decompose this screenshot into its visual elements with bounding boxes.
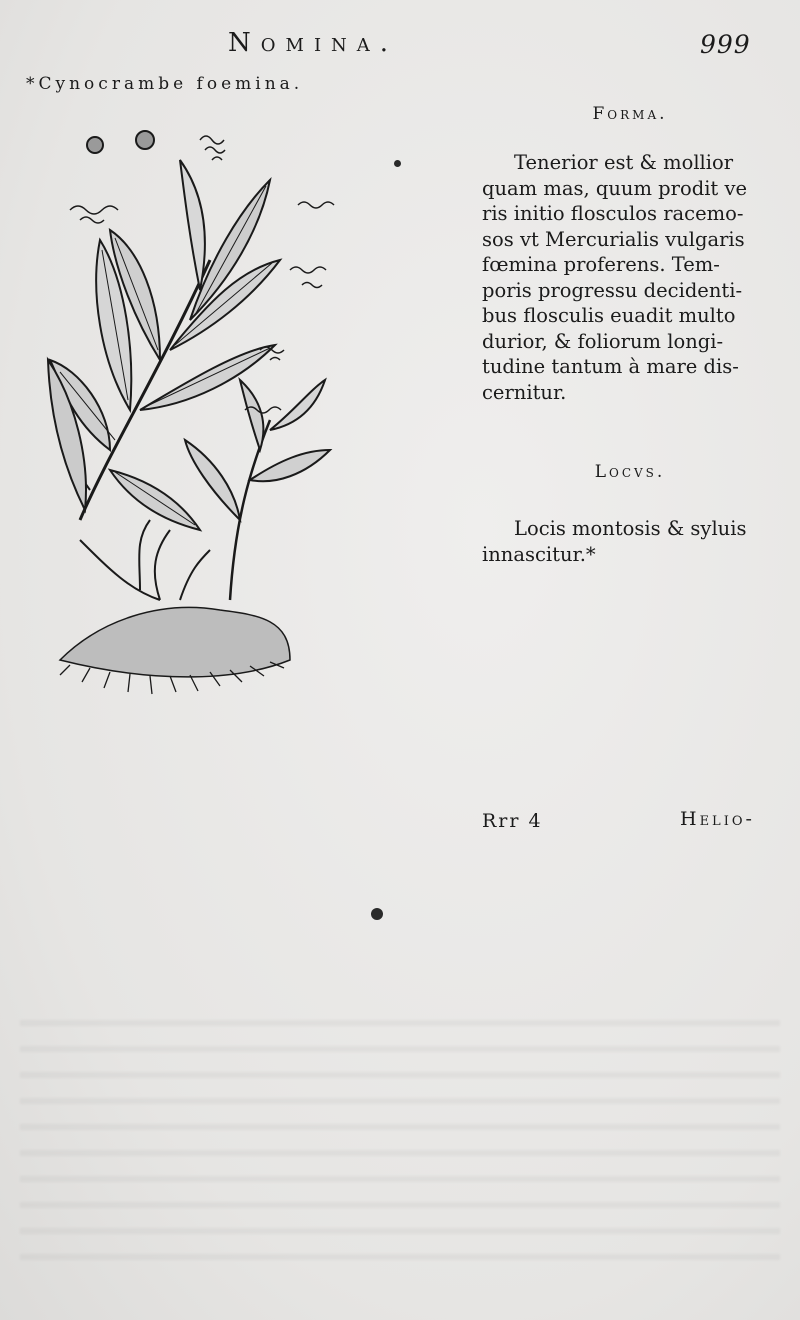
forma-line: poris progressu decidenti- (482, 278, 743, 302)
running-head: Nomina. (228, 28, 399, 58)
locus-line: Locis montosis & syluis (514, 517, 747, 540)
bleed-through-text (20, 1020, 780, 1260)
forma-line: sos vt Mercurialis vulgaris (482, 227, 745, 251)
forma-line: fœmina proferens. Tem- (482, 253, 720, 276)
forma-heading: Forma. (592, 104, 668, 124)
forma-section (480, 104, 780, 124)
signature-mark: Rrr 4 (482, 810, 543, 832)
catchword: Helio- (680, 808, 755, 830)
forma-line: quam mas, quum prodit ve (482, 176, 748, 200)
locus-body (482, 516, 778, 567)
plant-title: *Cynocrambe foemina. (26, 74, 304, 94)
forma-line: Tenerior est & mollior (514, 151, 734, 174)
locus-section (480, 462, 780, 482)
woodcut-plant-illustration (40, 120, 350, 700)
forma-line: bus flosculis euadit multo (482, 304, 736, 327)
page-number: 999 (700, 30, 751, 59)
forma-line: ris initio flosculos racemo- (482, 202, 744, 225)
locus-line: innascitur.* (482, 542, 596, 566)
forma-line: tudine tantum à mare dis- (482, 355, 739, 378)
forma-line: durior, & foliorum longi- (482, 329, 724, 353)
locus-heading: Locvs. (594, 462, 666, 482)
ink-spot (394, 160, 401, 167)
plant-drawing-icon (40, 120, 350, 700)
forma-body (482, 150, 778, 405)
forma-line: cernitur. (482, 380, 567, 404)
ink-spot (371, 908, 383, 920)
